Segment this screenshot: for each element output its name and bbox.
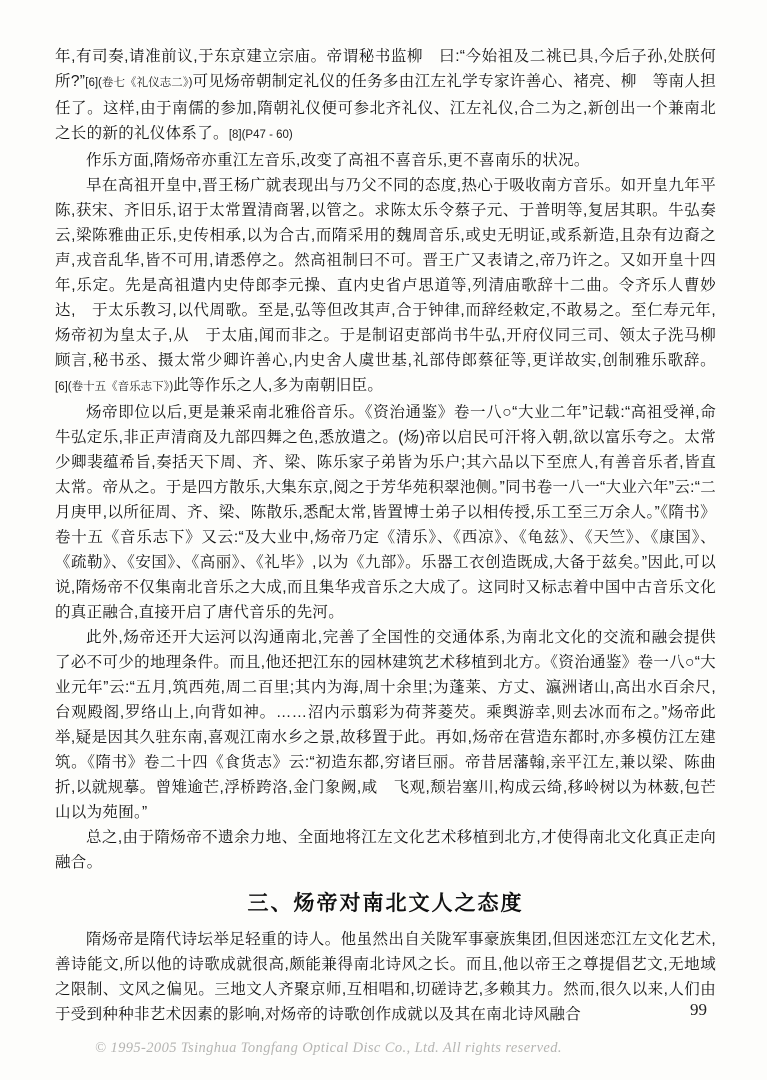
paragraph-text: 隋炀帝是隋代诗坛举足轻重的诗人。他虽然出自关陇军事豪族集团,但因迷恋江左文化艺术,善诗能文,所以他的诗歌成就很高,颇能兼得南北诗风之长。而且,他以帝王之尊提倡艺文,无地域之限制、文风之偏见。三地文人齐聚京师,互相唱和,切磋诗艺,多赖其力。然而,很久以来,人们由于受到种种非艺术因素的影响,对炀帝的诗歌创作成就以及其在南北诗风融合 [55,931,716,1023]
body-text-paragraph [55,927,716,1027]
paragraph-text: 此外,炀帝还开大运河以沟通南北,完善了全国性的交通体系,为南北文化的交流和融会提供了必不可少的地理条件。而且,他还把江东的园林建筑艺术移植到北方。《资治通鉴》卷一八○“大业元年”云:“五月,筑西苑,周二百里;其内为海,周十余里;为蓬莱、方丈、瀛洲诸山,高出水百余尺,台观殿阁,罗络山上,向背如神。……沼内示翦彩为荷荠菱芡。乘舆游幸,则去冰而布之。”炀帝此举,疑是因其久驻东南,喜观江南水乡之景,故移置于此。再如,炀帝在营造东都时,亦多模仿江左建筑。《隋书》卷二十四《食货志》云:“初造东都,穷诸巨丽。帝昔居藩翰,亲平江左,兼以梁、陈曲折,以就规摹。曾雉逾芒,浮桥跨洛,金门象阙,咸 飞观,颓岩塞川,构成云绮,移岭树以为林薮,包芒山以为苑囿。” [55,629,716,821]
page-number: 99 [690,1000,707,1019]
paragraph-text: 早在高祖开皇中,晋王杨广就表现出与乃父不同的态度,热心于吸收南方音乐。如开皇九年平陈,获宋、齐旧乐,诏于太常置清商署,以管之。求陈太乐令蔡子元、于普明等,复居其职。牛弘奏云,梁陈雅曲正乐,史传相承,以为合古,而隋采用的魏周音乐,或史无明证,或系新造,且杂有边裔之声,戎音乱华,皆不可用,请悉停之。然高祖制曰不可。晋王广又表请之,帝乃许之。又如开皇十四年,乐定。先是高祖遣内史侍郎李元操、直内史省卢思道等,列清庙歌辞十二曲。令齐乐人曹妙达, 于太乐教习,以代周歌。至是,弘等但改其声,合于钟律,而辞经敕定,不敢易之。至仁寿元年,炀帝初为皇太子,从 于太庙,闻而非之。于是制诏吏部尚书牛弘,开府仪同三司、领太子洗马柳顾言,秘书丞、摄太常少卿许善心,内史舍人虞世基,礼部侍郎蔡征等,更详故实,创制雅乐歌辞。 [55,177,716,369]
citation-ref: [6](卷十五《音乐志下》) [55,381,174,393]
copyright-notice: © 1995-2005 Tsinghua Tongfang Optical Disc Co., Ltd. All rights reserved. [95,1040,562,1056]
body-text-paragraph [55,825,716,875]
section-heading: 三、炀帝对南北文人之态度 [247,892,524,915]
body-text-paragraph [55,625,716,825]
body-text-paragraph [55,173,716,400]
paragraph-text: 作乐方面,隋炀帝亦重江左音乐,改变了高祖不喜音乐,更不喜南乐的状况。 [86,152,590,169]
citation-ref: [8](P47 - 60) [228,129,293,141]
paragraph-text: 此等作乐之人,多为南朝旧臣。 [173,377,384,394]
body-text-paragraph [55,44,716,148]
paragraph-text: 年,有司奏,请准前议,于东京建立宗庙。帝谓秘书监柳 曰:“今始祖及二祧已具,今后子孙,处朕何所?” [55,48,716,90]
citation-ref: [6](卷七《礼仪志二》) [85,77,193,89]
paragraph-text: 炀帝即位以后,更是兼采南北雅俗音乐。《资治通鉴》卷一八○“大业二年”记载:“高祖受禅,命牛弘定乐,非正声清商及九部四舞之色,悉放遣之。(炀)帝以启民可汗将入朝,欲以富乐夸之。太常少卿裴蕴希旨,奏括天下周、齐、梁、陈乐家子弟皆为乐户;其六品以下至庶人,有善音乐者,皆直太常。帝从之。于是四方散乐,大集东京,阅之于芳华苑积翠池侧。”同书卷一八一“大业六年”云:“二月庚甲,以所征周、齐、梁、陈散乐,悉配太常,皆置博士弟子以相传授,乐工至三万余人。”《隋书》卷十五《音乐志下》又云:“及大业中,炀帝乃定《清乐》、《西凉》、《龟兹》、《天竺》、《康国》、《疏勒》、《安国》、《高丽》、《礼毕》,以为《九部》。乐器工衣创造既成,大备于兹矣。”因此,可以说,隋炀帝不仅集南北音乐之大成,而且集华戎音乐之大成了。这同时又标志着中国中古音乐文化的真正融合,直接开启了唐代音乐的先河。 [55,404,716,621]
body-text-paragraph [55,148,716,173]
article-body [55,44,716,1027]
paragraph-text: 可见炀帝朝制定礼仪的任务多由江左礼学专家许善心、褚亮、柳 等南人担任了。这样,由于南儒的参加,隋朝礼仪便可参北齐礼仪、江左礼仪,合二为之,新创出一个兼南北之长的新的礼仪体系了。 [55,73,716,142]
body-text-paragraph [55,400,716,625]
paragraph-text: 总之,由于隋炀帝不遗余力地、全面地将江左文化艺术移植到北方,才使得南北文化真正走向融合。 [55,829,716,871]
